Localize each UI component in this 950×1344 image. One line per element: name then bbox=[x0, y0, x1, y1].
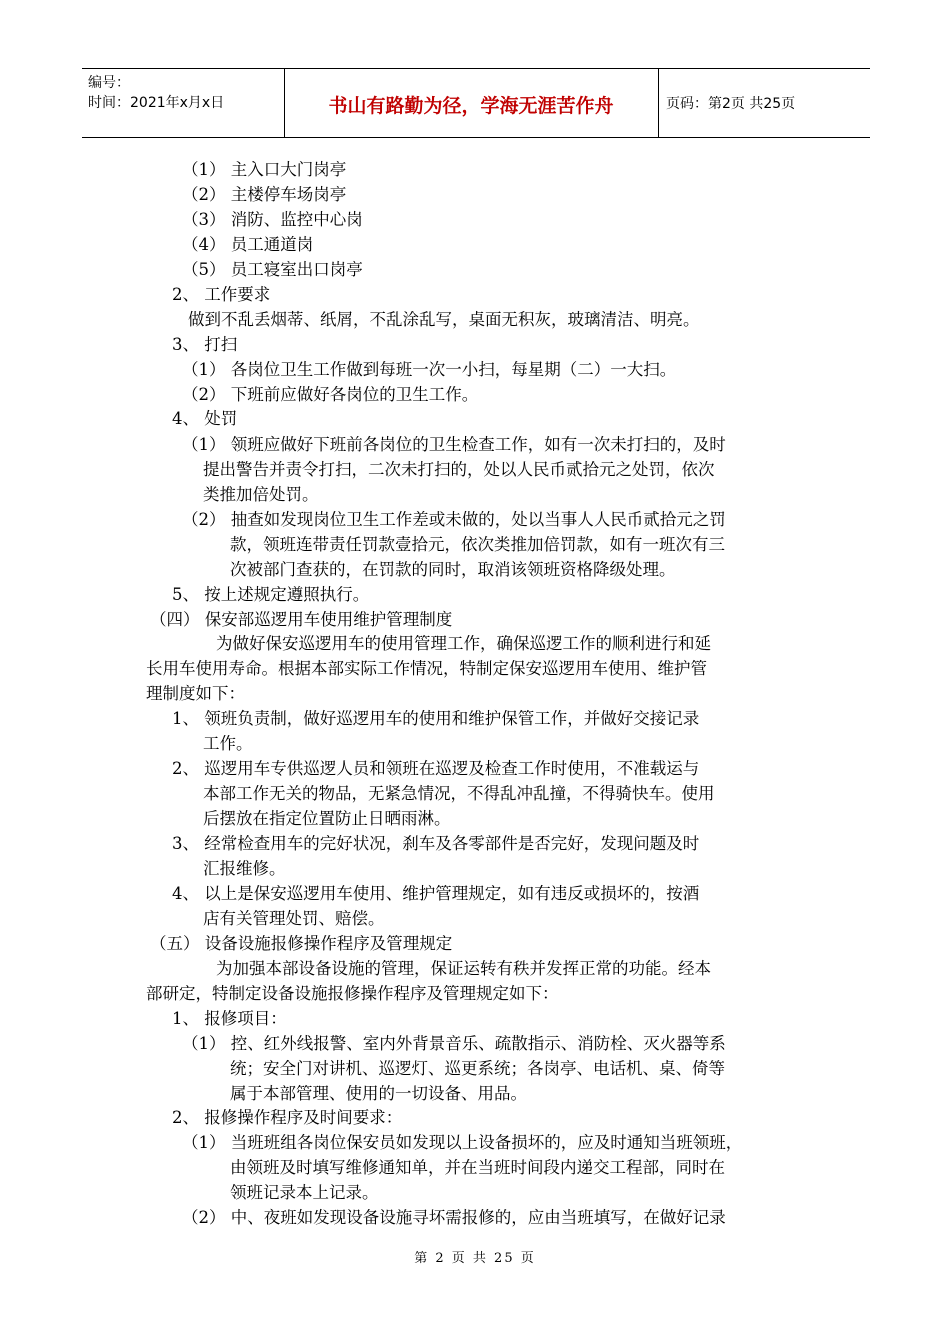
body-line: 后摆放在指定位置防止日晒雨淋。 bbox=[203, 809, 451, 828]
header-meta bbox=[88, 73, 224, 113]
body-line: 为加强本部设备设施的管理，保证运转有秩并发挥正常的功能。经本 bbox=[216, 959, 711, 978]
body-line: 款，领班连带责任罚款壹拾元，依次类推加倍罚款，如有一班次有三 bbox=[230, 535, 725, 554]
body-line: （1） 控、红外线报警、室内外背景音乐、疏散指示、消防栓、灭火器等系 bbox=[182, 1034, 726, 1053]
page-header bbox=[82, 68, 870, 138]
body-line: （2） 主楼停车场岗亭 bbox=[182, 185, 347, 204]
body-line: （4） 员工通道岗 bbox=[182, 235, 314, 254]
body-line: （2） 中、夜班如发现设备设施寻坏需报修的，应由当班填写，在做好记录 bbox=[182, 1208, 726, 1227]
body-line: （1） 当班班组各岗位保安员如发现以上设备损坏的，应及时通知当班领班， bbox=[182, 1133, 743, 1152]
body-line: 3、 经常检查用车的完好状况，刹车及各零部件是否完好，发现问题及时 bbox=[172, 834, 700, 853]
section-heading: 1、 报修项目： bbox=[172, 1009, 287, 1028]
body-line: 领班记录本上记录。 bbox=[230, 1183, 379, 1202]
body-line: 理制度如下： bbox=[146, 684, 245, 703]
body-line: 2、 巡逻用车专供巡逻人员和领班在巡逻及检查工作时使用，不准载运与 bbox=[172, 759, 700, 778]
body-line: （5） 员工寝室出口岗亭 bbox=[182, 260, 363, 279]
body-line: （1） 领班应做好下班前各岗位的卫生检查工作，如有一次未打扫的，及时 bbox=[182, 435, 726, 454]
body-line: （2） 抽查如发现岗位卫生工作差或未做的，处以当事人人民币贰拾元之罚 bbox=[182, 510, 726, 529]
chapter-heading: （四） 保安部巡逻用车使用维护管理制度 bbox=[150, 610, 453, 629]
body-line: 长用车使用寿命。根据本部实际工作情况，特制定保安巡逻用车使用、维护管 bbox=[146, 659, 707, 678]
body-line: 提出警告并责令打扫，二次未打扫的，处以人民币贰拾元之处罚，依次 bbox=[203, 460, 715, 479]
section-heading: 2、 工作要求 bbox=[172, 285, 271, 304]
section-heading: 5、 按上述规定遵照执行。 bbox=[172, 585, 370, 604]
body-line: 做到不乱丢烟蒂、纸屑，不乱涂乱写，桌面无积灰，玻璃清洁、明亮。 bbox=[188, 310, 700, 329]
header-motto: 书山有路勤为径，学海无涯苦作舟 bbox=[328, 95, 614, 117]
chapter-heading: （五） 设备设施报修操作程序及管理规定 bbox=[150, 934, 453, 953]
body-line: 类推加倍处罚。 bbox=[203, 485, 319, 504]
body-line: 属于本部管理、使用的一切设备、用品。 bbox=[230, 1084, 527, 1103]
section-heading: 2、 报修操作程序及时间要求： bbox=[172, 1108, 403, 1127]
header-page-info: 页码：第2页 共25页 bbox=[666, 96, 796, 112]
body-line: 为做好保安巡逻用车的使用管理工作，确保巡逻工作的顺利进行和延 bbox=[216, 634, 711, 653]
body-line: 店有关管理处罚、赔偿。 bbox=[203, 909, 385, 928]
body-line: 汇报维修。 bbox=[203, 859, 286, 878]
section-heading: 4、 处罚 bbox=[172, 409, 238, 428]
body-line: 由领班及时填写维修通知单，并在当班时间段内递交工程部，同时在 bbox=[230, 1158, 725, 1177]
body-line: （3） 消防、监控中心岗 bbox=[182, 210, 363, 229]
body-line: 本部工作无关的物品，无紧急情况，不得乱冲乱撞，不得骑快车。使用 bbox=[203, 784, 715, 803]
body-line: 工作。 bbox=[203, 734, 253, 753]
header-divider bbox=[658, 69, 659, 137]
body-line: （2） 下班前应做好各岗位的卫生工作。 bbox=[182, 385, 479, 404]
body-line: 1、 领班负责制，做好巡逻用车的使用和维护保管工作，并做好交接记录 bbox=[172, 709, 700, 728]
body-line: 部研定，特制定设备设施报修操作程序及管理规定如下： bbox=[146, 984, 559, 1003]
body-line: （1） 主入口大门岗亭 bbox=[182, 160, 347, 179]
body-line: 4、 以上是保安巡逻用车使用、维护管理规定，如有违反或损坏的，按酒 bbox=[172, 884, 700, 903]
section-heading: 3、 打扫 bbox=[172, 335, 238, 354]
body-line: 次被部门查获的，在罚款的同时，取消该领班资格降级处理。 bbox=[230, 560, 676, 579]
document-number-label: 编号： bbox=[88, 75, 130, 91]
page-footer: 第 2 页 共 25 页 bbox=[414, 1251, 536, 1266]
document-date: 时间：2021年x月x日 bbox=[88, 95, 225, 111]
body-line: （1） 各岗位卫生工作做到每班一次一小扫，每星期（二）一大扫。 bbox=[182, 360, 677, 379]
body-line: 统；安全门对讲机、巡逻灯、巡更系统；各岗亭、电话机、桌、倚等 bbox=[230, 1059, 725, 1078]
